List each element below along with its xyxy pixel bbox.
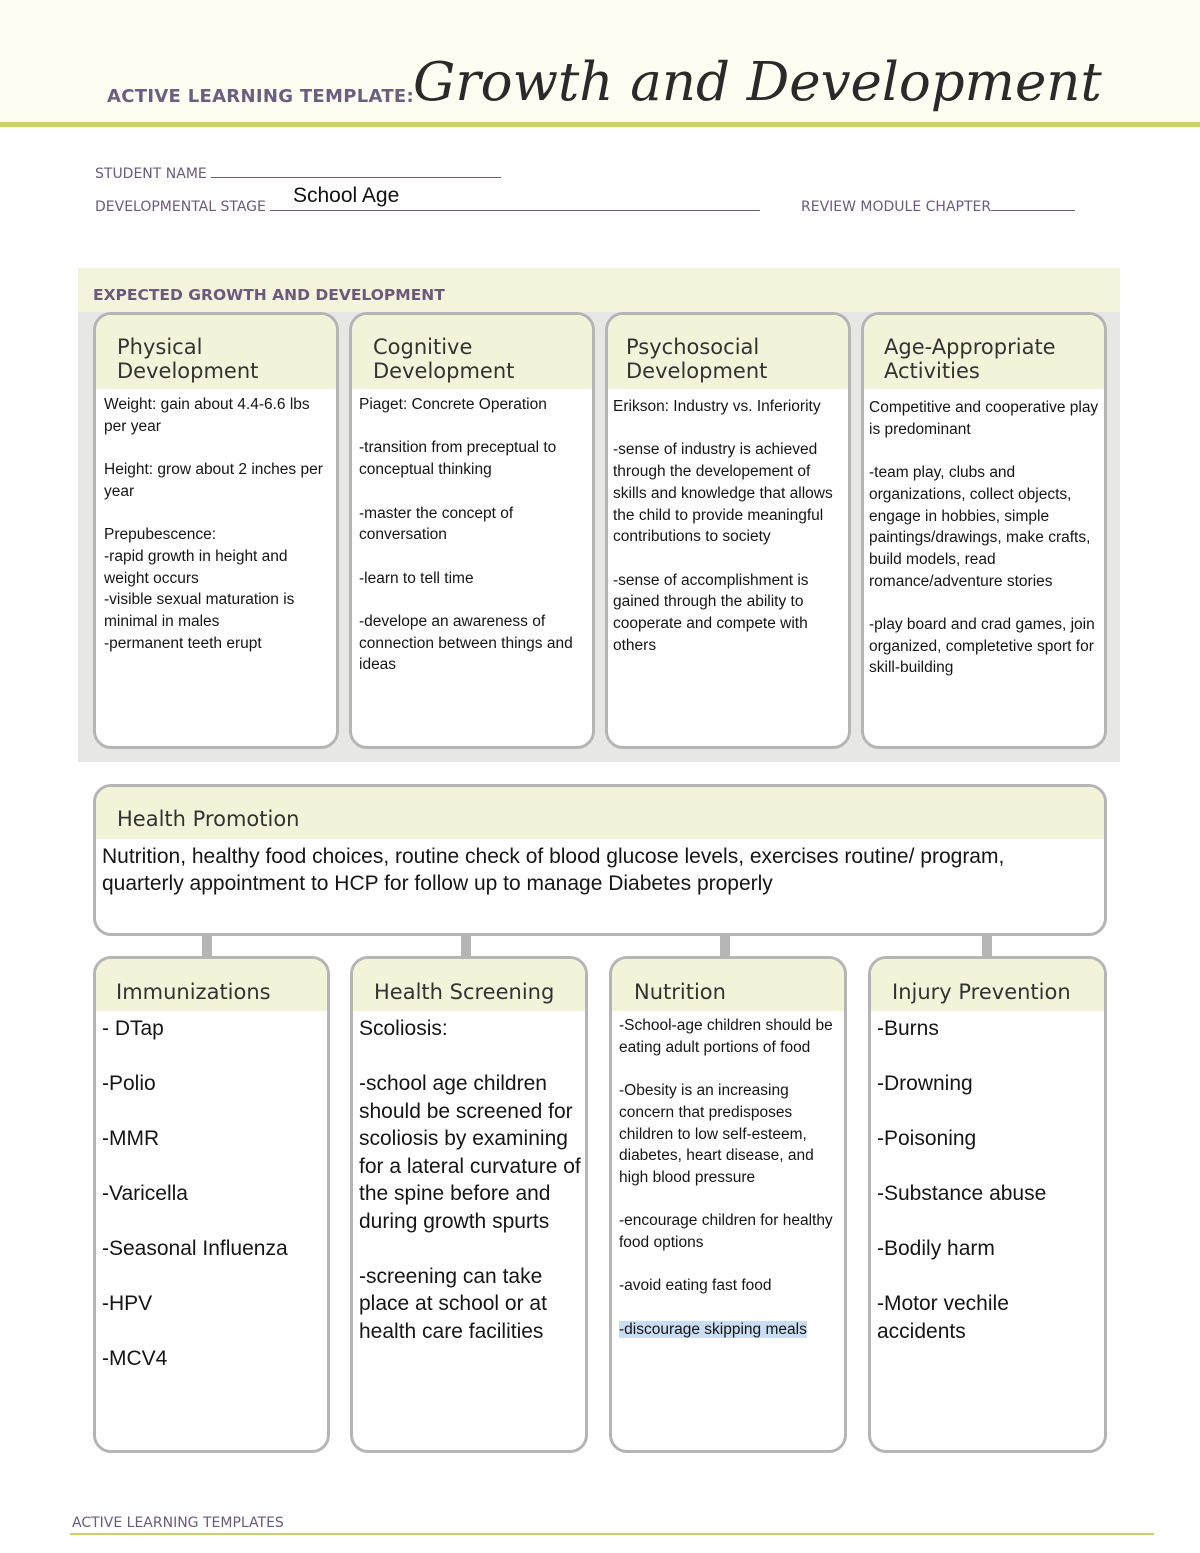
- connector: [982, 934, 992, 958]
- card-body[interactable]: -Burns -Drowning -Poisoning -Substance abuse -Bodily harm -Motor vechile accidents: [877, 1017, 1047, 1343]
- card-body[interactable]: Weight: gain about 4.4-6.6 lbs per year Height: grow about 2 inches per year Prepubescence: -rapid growth in height and weight occurs -visible sexual maturation is minimal in males -permanent teeth erupt: [104, 396, 323, 652]
- psychosocial-development-card: [605, 312, 851, 749]
- review-module-line: [991, 198, 1075, 211]
- footer-label: ACTIVE LEARNING TEMPLATES: [72, 1515, 284, 1531]
- card-title: Psychosocial Development: [626, 335, 768, 383]
- card-body[interactable]: Competitive and cooperative play is predominant -team play, clubs and organizations, collect objects, engage in hobbies, simple paintings/drawings, make crafts, build models, read romance/adventure stories -play board and crad games, join organized, completetive sport for skill-building: [869, 399, 1099, 677]
- developmental-stage-value[interactable]: School Age: [293, 184, 400, 207]
- age-appropriate-activities-card: [861, 312, 1107, 749]
- connector: [720, 934, 730, 958]
- student-name-line: [211, 165, 501, 178]
- injury-prevention-card: [868, 956, 1107, 1453]
- expected-growth-title: EXPECTED GROWTH AND DEVELOPMENT: [93, 286, 445, 304]
- header-rule: [0, 122, 1200, 127]
- template-label: ACTIVE LEARNING TEMPLATE:: [107, 86, 414, 107]
- developmental-stage-label: DEVELOPMENTAL STAGE: [95, 199, 266, 215]
- card-body[interactable]: - DTap -Polio -MMR -Varicella -Seasonal Influenza -HPV -MCV4: [102, 1017, 288, 1370]
- student-name-field[interactable]: [95, 165, 501, 182]
- footer-rule: [70, 1533, 1154, 1535]
- student-name-label: STUDENT NAME: [95, 166, 207, 182]
- nutrition-card: [609, 956, 847, 1453]
- developmental-stage-field[interactable]: [95, 198, 760, 215]
- review-module-field[interactable]: [801, 198, 1075, 215]
- card-title: Health Screening: [374, 980, 555, 1004]
- connector: [461, 934, 471, 958]
- card-title: Physical Development: [117, 335, 259, 383]
- card-body[interactable]: Piaget: Concrete Operation -transition from preceptual to conceptual thinking -master the concept of conversation -learn to tell time -develope an awareness of connection between things and ideas: [359, 396, 573, 674]
- template-title: Growth and Development: [413, 52, 1102, 113]
- card-body[interactable]: Scoliosis: -school age children should be screened for scoliosis by examining for a lateral curvature of the spine before and during growth spurts -screening can take place at school or at health care facilities: [359, 1017, 581, 1343]
- health-screening-card: [350, 956, 588, 1453]
- card-title: Age-Appropriate Activities: [884, 335, 1056, 383]
- card-body[interactable]: Erikson: Industry vs. Inferiority -sense of industry is achieved through the developement of skills and knowledge that allows the child to provide meaningful contributions to society -sense of accomplishment is gained through the ability to cooperate and compete with others: [613, 398, 833, 654]
- health-promotion-card: [93, 784, 1107, 936]
- card-title: Health Promotion: [117, 807, 300, 831]
- card-title: Immunizations: [116, 980, 271, 1004]
- highlighted-item: -discourage skipping meals: [619, 1320, 807, 1338]
- physical-development-card: [93, 312, 339, 749]
- nutrition-text: -School-age children should be eating adult portions of food -Obesity is an increasing concern that predisposes children to low self-esteem, diabetes, heart disease, and high blood pressure -encourage children for healthy food options -avoid eating fast food: [619, 1017, 833, 1295]
- immunizations-card: [93, 956, 330, 1453]
- card-body[interactable]: Nutrition, healthy food choices, routine check of blood glucose levels, exercises routine/ program, quarterly appointment to HCP for follow up to manage Diabetes properly: [102, 845, 1005, 895]
- review-module-label: REVIEW MODULE CHAPTER: [801, 199, 992, 215]
- cognitive-development-card: [349, 312, 595, 749]
- card-title: Injury Prevention: [892, 980, 1071, 1004]
- card-title: Cognitive Development: [373, 335, 515, 383]
- connector: [202, 934, 212, 958]
- card-title: Nutrition: [634, 980, 726, 1004]
- card-body[interactable]: [619, 1015, 841, 1341]
